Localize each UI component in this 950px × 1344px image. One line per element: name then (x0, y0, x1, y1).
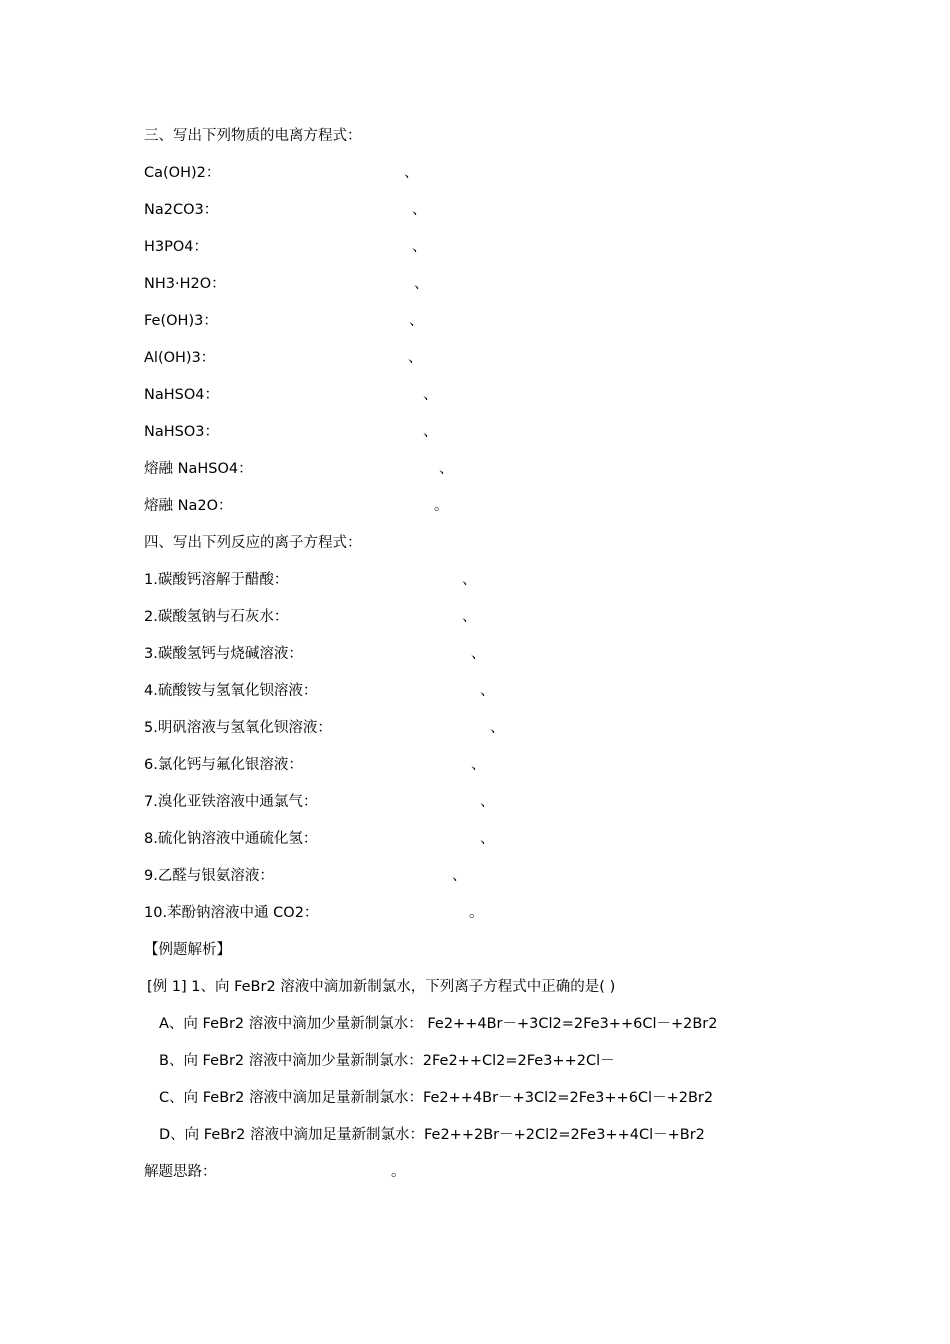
section3-item-label: Al(OH)3： (144, 350, 216, 366)
section4-heading: 四、写出下列反应的离子方程式： (144, 535, 362, 551)
section4-item-label: 1.碳酸钙溶解于醋酸： (144, 572, 289, 588)
section4-item-label: 4.硫酸铵与氢氧化钡溶液： (144, 683, 318, 699)
section4-item-label: 7.溴化亚铁溶液中通氯气： (144, 794, 318, 810)
solution-label: 解题思路： (144, 1164, 217, 1180)
section4-item-label: 9.乙醛与银氨溶液： (144, 868, 274, 884)
section3-item-mark: 、 (439, 461, 454, 477)
section3-item-mark: 、 (404, 165, 419, 181)
section4-item-mark: 、 (480, 794, 495, 810)
section4-item-label: 6.氯化钙与氟化银溶液： (144, 757, 303, 773)
section4-item-mark: 。 (469, 905, 484, 921)
section4-item-label: 10.苯酚钠溶液中通 CO2： (144, 905, 319, 921)
section4-item-label: 3.碳酸氢钙与烧碱溶液： (144, 646, 303, 662)
section3-item-mark: 、 (423, 387, 438, 403)
section3-item-mark: 、 (423, 424, 438, 440)
example-heading: 【例题解析】 (144, 942, 231, 958)
example-option-d: D、向 FeBr2 溶液中滴加足量新制氯水：Fe2++2Br－+2Cl2=2Fe3++4Cl－+Br2 (159, 1127, 705, 1143)
section3-item-mark: 、 (409, 313, 424, 329)
solution-mark: 。 (391, 1164, 406, 1180)
example-option-c: C、向 FeBr2 溶液中滴加足量新制氯水：Fe2++4Br－+3Cl2=2Fe3++6Cl－+2Br2 (159, 1090, 714, 1106)
example-option-a: A、向 FeBr2 溶液中滴加少量新制氯水： Fe2++4Br－+3Cl2=2Fe3++6Cl－+2Br2 (159, 1016, 718, 1032)
section4-item-label: 8.硫化钠溶液中通硫化氢： (144, 831, 318, 847)
section4-item-mark: 、 (480, 683, 495, 699)
section3-item-mark: 。 (434, 498, 449, 514)
section4-item-mark: 、 (462, 609, 477, 625)
section3-item-mark: 、 (414, 276, 429, 292)
section3-item-mark: 、 (412, 239, 427, 255)
section3-heading: 三、写出下列物质的电离方程式： (144, 128, 362, 144)
section4-item-mark: 、 (462, 572, 477, 588)
section3-item-label: 熔融 NaHSO4： (144, 461, 253, 477)
section3-item-label: H3PO4： (144, 239, 209, 255)
section3-item-label: NaHSO3： (144, 424, 219, 440)
section3-item-mark: 、 (408, 350, 423, 366)
example-question: [例 1] 1、向 FeBr2 溶液中滴加新制氯水，下列离子方程式中正确的是( ) (147, 979, 616, 995)
section3-item-label: NaHSO4： (144, 387, 219, 403)
section3-item-label: Fe(OH)3： (144, 313, 218, 329)
section4-item-label: 5.明矾溶液与氢氧化钡溶液： (144, 720, 332, 736)
section4-item-mark: 、 (471, 646, 486, 662)
section4-item-label: 2.碳酸氢钠与石灰水： (144, 609, 289, 625)
section3-item-label: Ca(OH)2： (144, 165, 221, 181)
section4-item-mark: 、 (452, 868, 467, 884)
section3-item-label: NH3·H2O： (144, 276, 226, 292)
section4-item-mark: 、 (471, 757, 486, 773)
section3-item-mark: 、 (412, 202, 427, 218)
section3-item-label: Na2CO3： (144, 202, 219, 218)
example-option-b: B、向 FeBr2 溶液中滴加少量新制氯水：2Fe2++Cl2=2Fe3++2Cl－ (159, 1053, 615, 1069)
section3-item-label: 熔融 Na2O： (144, 498, 233, 514)
section4-item-mark: 、 (490, 720, 505, 736)
section4-item-mark: 、 (480, 831, 495, 847)
